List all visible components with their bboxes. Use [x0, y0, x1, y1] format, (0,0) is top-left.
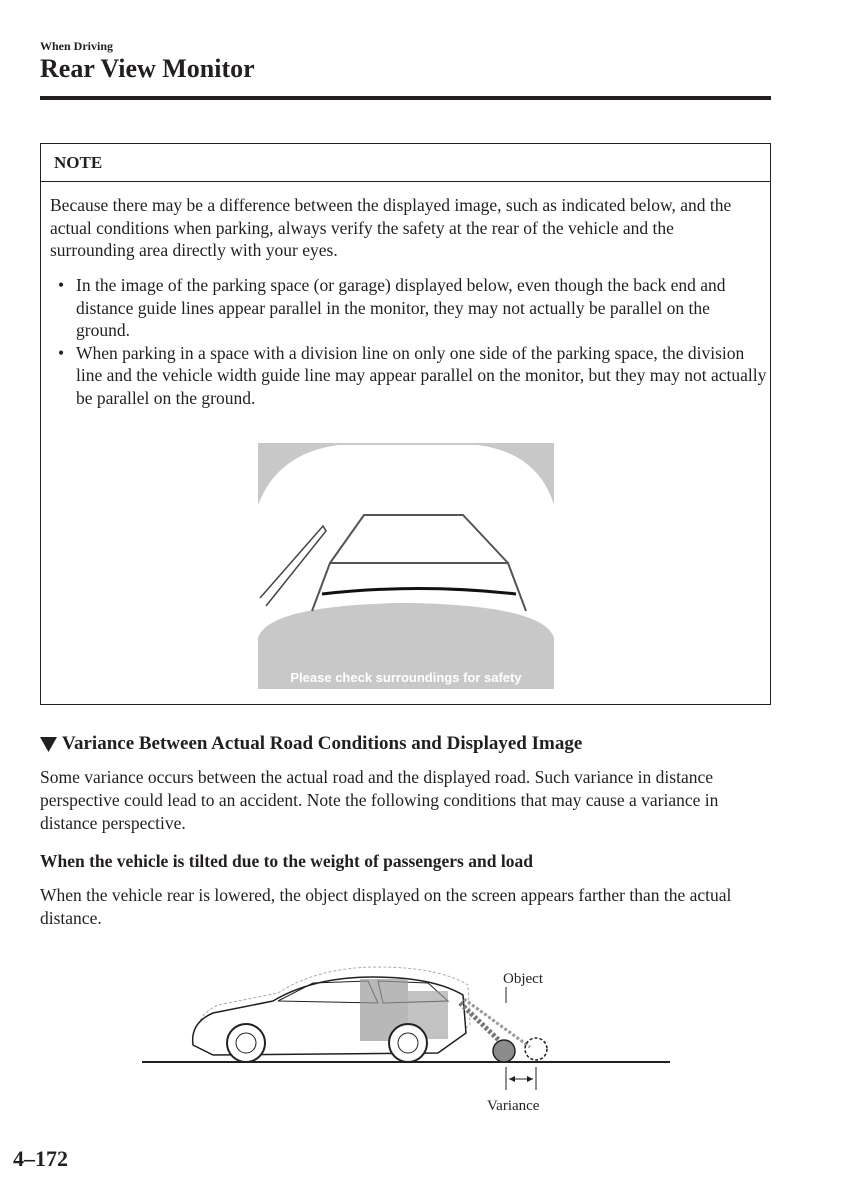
tilt-subheading: When the vehicle is tilted due to the weight of passengers and load	[40, 851, 533, 871]
monitor-top-mask	[258, 443, 554, 503]
object-displayed-position	[525, 1038, 547, 1060]
title-rule	[40, 96, 771, 100]
page-title: Rear View Monitor	[40, 54, 255, 83]
tilt-body: When the vehicle rear is lowered, the object displayed on the screen appears farther than the actual distance.	[40, 885, 732, 928]
variance-label: Variance	[487, 1098, 540, 1114]
object-label: Object	[503, 971, 543, 987]
note-bullet-text: When parking in a space with a division line on only one side of the parking space, the division line and the vehicle width guide line may appear parallel on the monitor, but they may not actually be parallel on the ground.	[76, 342, 767, 408]
front-wheel	[227, 1024, 265, 1062]
section-label: When Driving	[40, 39, 114, 53]
vehicle-tilt-diagram	[138, 955, 678, 1130]
monitor-screen	[258, 443, 554, 689]
page-number: 4–172	[13, 1146, 68, 1171]
division-line	[260, 526, 326, 606]
bullet-dot-icon: •	[58, 342, 65, 363]
triangle-down-icon	[40, 737, 57, 752]
note-intro: Because there may be a difference between the displayed image, such as indicated below, and the actual conditions when parking, always verify the safety at the rear of the vehicle and the surrounding area directly with your eyes.	[50, 195, 732, 260]
rear-view-monitor-image	[258, 443, 554, 689]
variance-intro: Some variance occurs between the actual road and the displayed road. Such variance in distance perspective could lead to an accident. Note the following conditions that may cause a variance in distance perspective.	[40, 767, 719, 833]
subsection-heading	[40, 733, 582, 755]
note-bullet-text: In the image of the parking space (or garage) displayed below, even though the back end and distance guide lines appear parallel in the monitor, they may not actually be parallel on the ground.	[76, 275, 726, 340]
note-box	[40, 143, 771, 705]
note-label: NOTE	[41, 144, 770, 182]
object-actual-position	[493, 1040, 515, 1062]
distance-guide-upper	[330, 515, 508, 563]
note-bullet-item	[55, 342, 767, 410]
note-bullet-list	[55, 274, 767, 409]
subsection-heading-text: Variance Between Actual Road Conditions and Displayed Image	[62, 733, 583, 754]
monitor-caption: Please check surroundings for safety	[290, 670, 522, 685]
note-bullet-item	[55, 274, 767, 342]
rear-wheel	[389, 1024, 427, 1062]
bullet-dot-icon: •	[58, 275, 65, 295]
back-end-guide-line	[322, 589, 516, 595]
